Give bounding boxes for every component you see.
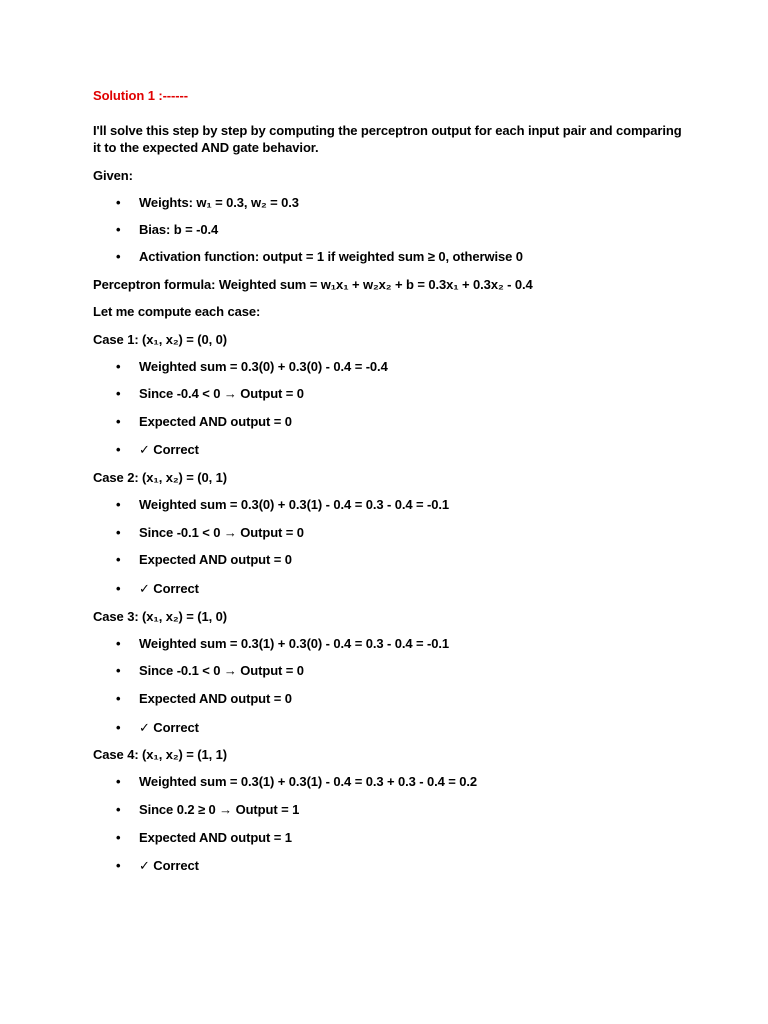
case-1-item (116, 358, 388, 375)
case-item-text: ✓ Correct (139, 720, 199, 735)
bullet-icon: • (116, 802, 121, 817)
case-1-item (116, 441, 199, 458)
bullet-icon: • (116, 691, 121, 706)
bullet-icon: • (116, 195, 121, 210)
bullet-icon: • (116, 359, 121, 374)
case-heading-2: Case 2: (x₁, x₂) = (0, 1) (93, 470, 228, 485)
bullet-icon: • (116, 525, 121, 540)
bullet-icon: • (116, 386, 121, 401)
case-4-item (116, 829, 292, 846)
compute-intro: Let me compute each case: (93, 304, 261, 319)
bullet-icon: • (116, 249, 121, 264)
case-4-item (116, 801, 299, 818)
case-3-item (116, 662, 304, 679)
bullet-icon: • (116, 663, 121, 678)
case-4-item (116, 857, 199, 874)
given-item-activation (116, 248, 523, 265)
case-3-item (116, 690, 292, 707)
given-label: Given: (93, 168, 133, 183)
case-item-text: Weighted sum = 0.3(0) + 0.3(1) - 0.4 = 0.3 - 0.4 = -0.1 (139, 497, 450, 512)
case-2-item (116, 524, 304, 541)
case-item-text: Since -0.1 < 0 → Output = 0 (139, 663, 304, 678)
case-item-text: Expected AND output = 0 (139, 414, 292, 429)
solution-title: Solution 1 :------ (93, 88, 188, 103)
bullet-icon: • (116, 581, 121, 596)
case-2-item (116, 551, 292, 568)
case-1-item (116, 413, 292, 430)
bullet-icon: • (116, 442, 121, 457)
case-3-item (116, 719, 199, 736)
bullet-icon: • (116, 497, 121, 512)
case-item-text: Expected AND output = 0 (139, 691, 292, 706)
case-item-text: Expected AND output = 0 (139, 552, 292, 567)
case-item-text: ✓ Correct (139, 858, 199, 873)
case-2-item (116, 496, 449, 513)
case-item-text: Weighted sum = 0.3(1) + 0.3(0) - 0.4 = 0.3 - 0.4 = -0.1 (139, 636, 450, 651)
case-item-text: Since -0.1 < 0 → Output = 0 (139, 525, 304, 540)
bullet-icon: • (116, 414, 121, 429)
case-heading-1: Case 1: (x₁, x₂) = (0, 0) (93, 332, 228, 347)
case-2-item (116, 580, 199, 597)
case-item-text: Weighted sum = 0.3(0) + 0.3(0) - 0.4 = -0.4 (139, 359, 388, 374)
perceptron-formula: Perceptron formula: Weighted sum = w₁x₁ + w₂x₂ + b = 0.3x₁ + 0.3x₂ - 0.4 (93, 277, 533, 292)
case-item-text: ✓ Correct (139, 581, 199, 596)
given-item-text: Activation function: output = 1 if weighted sum ≥ 0, otherwise 0 (139, 249, 523, 264)
case-3-item (116, 635, 449, 652)
given-item-text: Weights: w₁ = 0.3, w₂ = 0.3 (139, 195, 299, 210)
case-item-text: Since -0.4 < 0 → Output = 0 (139, 386, 304, 401)
case-item-text: Since 0.2 ≥ 0 → Output = 1 (139, 802, 300, 817)
given-item-bias (116, 221, 218, 238)
bullet-icon: • (116, 774, 121, 789)
intro-paragraph: I'll solve this step by step by computing the perceptron output for each input pair and comparing it to the expected AND gate behavior. (93, 123, 682, 155)
case-item-text: ✓ Correct (139, 442, 199, 457)
case-item-text: Expected AND output = 1 (139, 830, 292, 845)
bullet-icon: • (116, 636, 121, 651)
case-heading-3: Case 3: (x₁, x₂) = (1, 0) (93, 609, 228, 624)
bullet-icon: • (116, 552, 121, 567)
bullet-icon: • (116, 720, 121, 735)
given-item-weights (116, 194, 299, 211)
case-heading-4: Case 4: (x₁, x₂) = (1, 1) (93, 747, 228, 762)
given-item-text: Bias: b = -0.4 (139, 222, 219, 237)
bullet-icon: • (116, 830, 121, 845)
bullet-icon: • (116, 222, 121, 237)
case-4-item (116, 773, 477, 790)
bullet-icon: • (116, 858, 121, 873)
case-item-text: Weighted sum = 0.3(1) + 0.3(1) - 0.4 = 0.3 + 0.3 - 0.4 = 0.2 (139, 774, 478, 789)
case-1-item (116, 385, 304, 402)
